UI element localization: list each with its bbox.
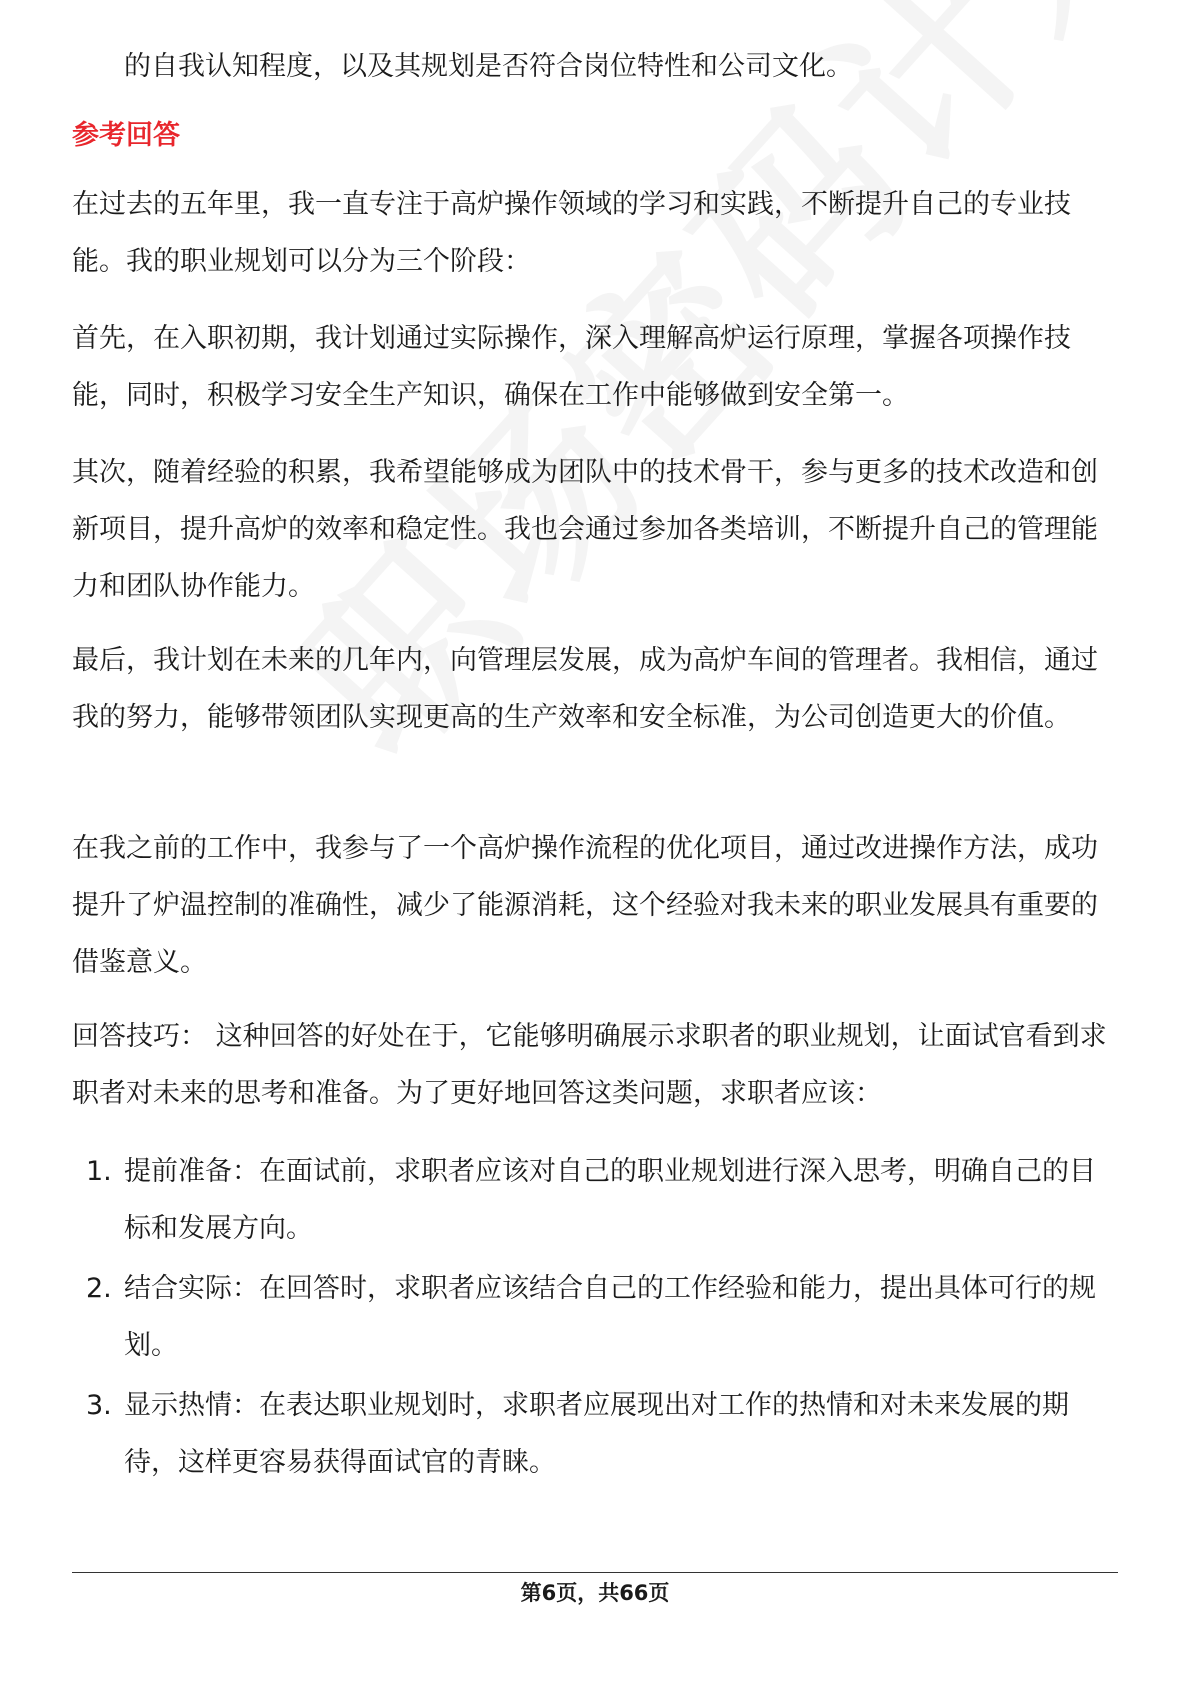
list-item [72,1377,1122,1491]
tips-list [72,1143,1122,1494]
answer-paragraph-2: 首先，在入职初期，我计划通过实际操作，深入理解高炉运行原理，掌握各项操作技能，同时，积极学习安全生产知识，确保在工作中能够做到安全第一。 [72,323,1071,411]
list-number: 2. [86,1273,112,1304]
answer-paragraph-5: 在我之前的工作中，我参与了一个高炉操作流程的优化项目，通过改进操作方法，成功提升了炉温控制的准确性，减少了能源消耗，这个经验对我未来的职业发展具有重要的借鉴意义。 [72,833,1098,978]
list-item-text: 结合实际：在回答时，求职者应该结合自己的工作经验和能力，提出具体可行的规划。 [124,1273,1096,1361]
answer-paragraph-4: 最后，我计划在未来的几年内，向管理层发展，成为高炉车间的管理者。我相信，通过我的努力，能够带领团队实现更高的生产效率和安全标准，为公司创造更大的价值。 [72,645,1098,733]
list-item-text: 提前准备：在面试前，求职者应该对自己的职业规划进行深入思考，明确自己的目标和发展方向。 [124,1156,1096,1244]
answer-paragraph-3: 其次，随着经验的积累，我希望能够成为团队中的技术骨干，参与更多的技术改造和创新项目，提升高炉的效率和稳定性。我也会通过参加各类培训，不断提升自己的管理能力和团队协作能力。 [72,457,1098,602]
continuation-text: 的自我认知程度，以及其规划是否符合岗位特性和公司文化。 [124,51,853,82]
list-item [72,1260,1122,1374]
section-heading: 参考回答 [72,120,180,151]
answer-paragraph-1: 在过去的五年里，我一直专注于高炉操作领域的学习和实践，不断提升自己的专业技能。我的职业规划可以分为三个阶段： [72,189,1071,277]
list-item-text: 显示热情：在表达职业规划时，求职者应展现出对工作的热情和对未来发展的期待，这样更容易获得面试官的青睐。 [124,1390,1069,1478]
tips-paragraph: 回答技巧： 这种回答的好处在于，它能够明确展示求职者的职业规划，让面试官看到求职者对未来的思考和准备。为了更好地回答这类问题，求职者应该： [72,1021,1107,1109]
footer-divider [72,1572,1118,1573]
page-number: 第6页，共66页 [520,1581,670,1605]
list-number: 3. [86,1390,112,1421]
list-number: 1. [86,1156,112,1187]
list-item [72,1143,1122,1257]
